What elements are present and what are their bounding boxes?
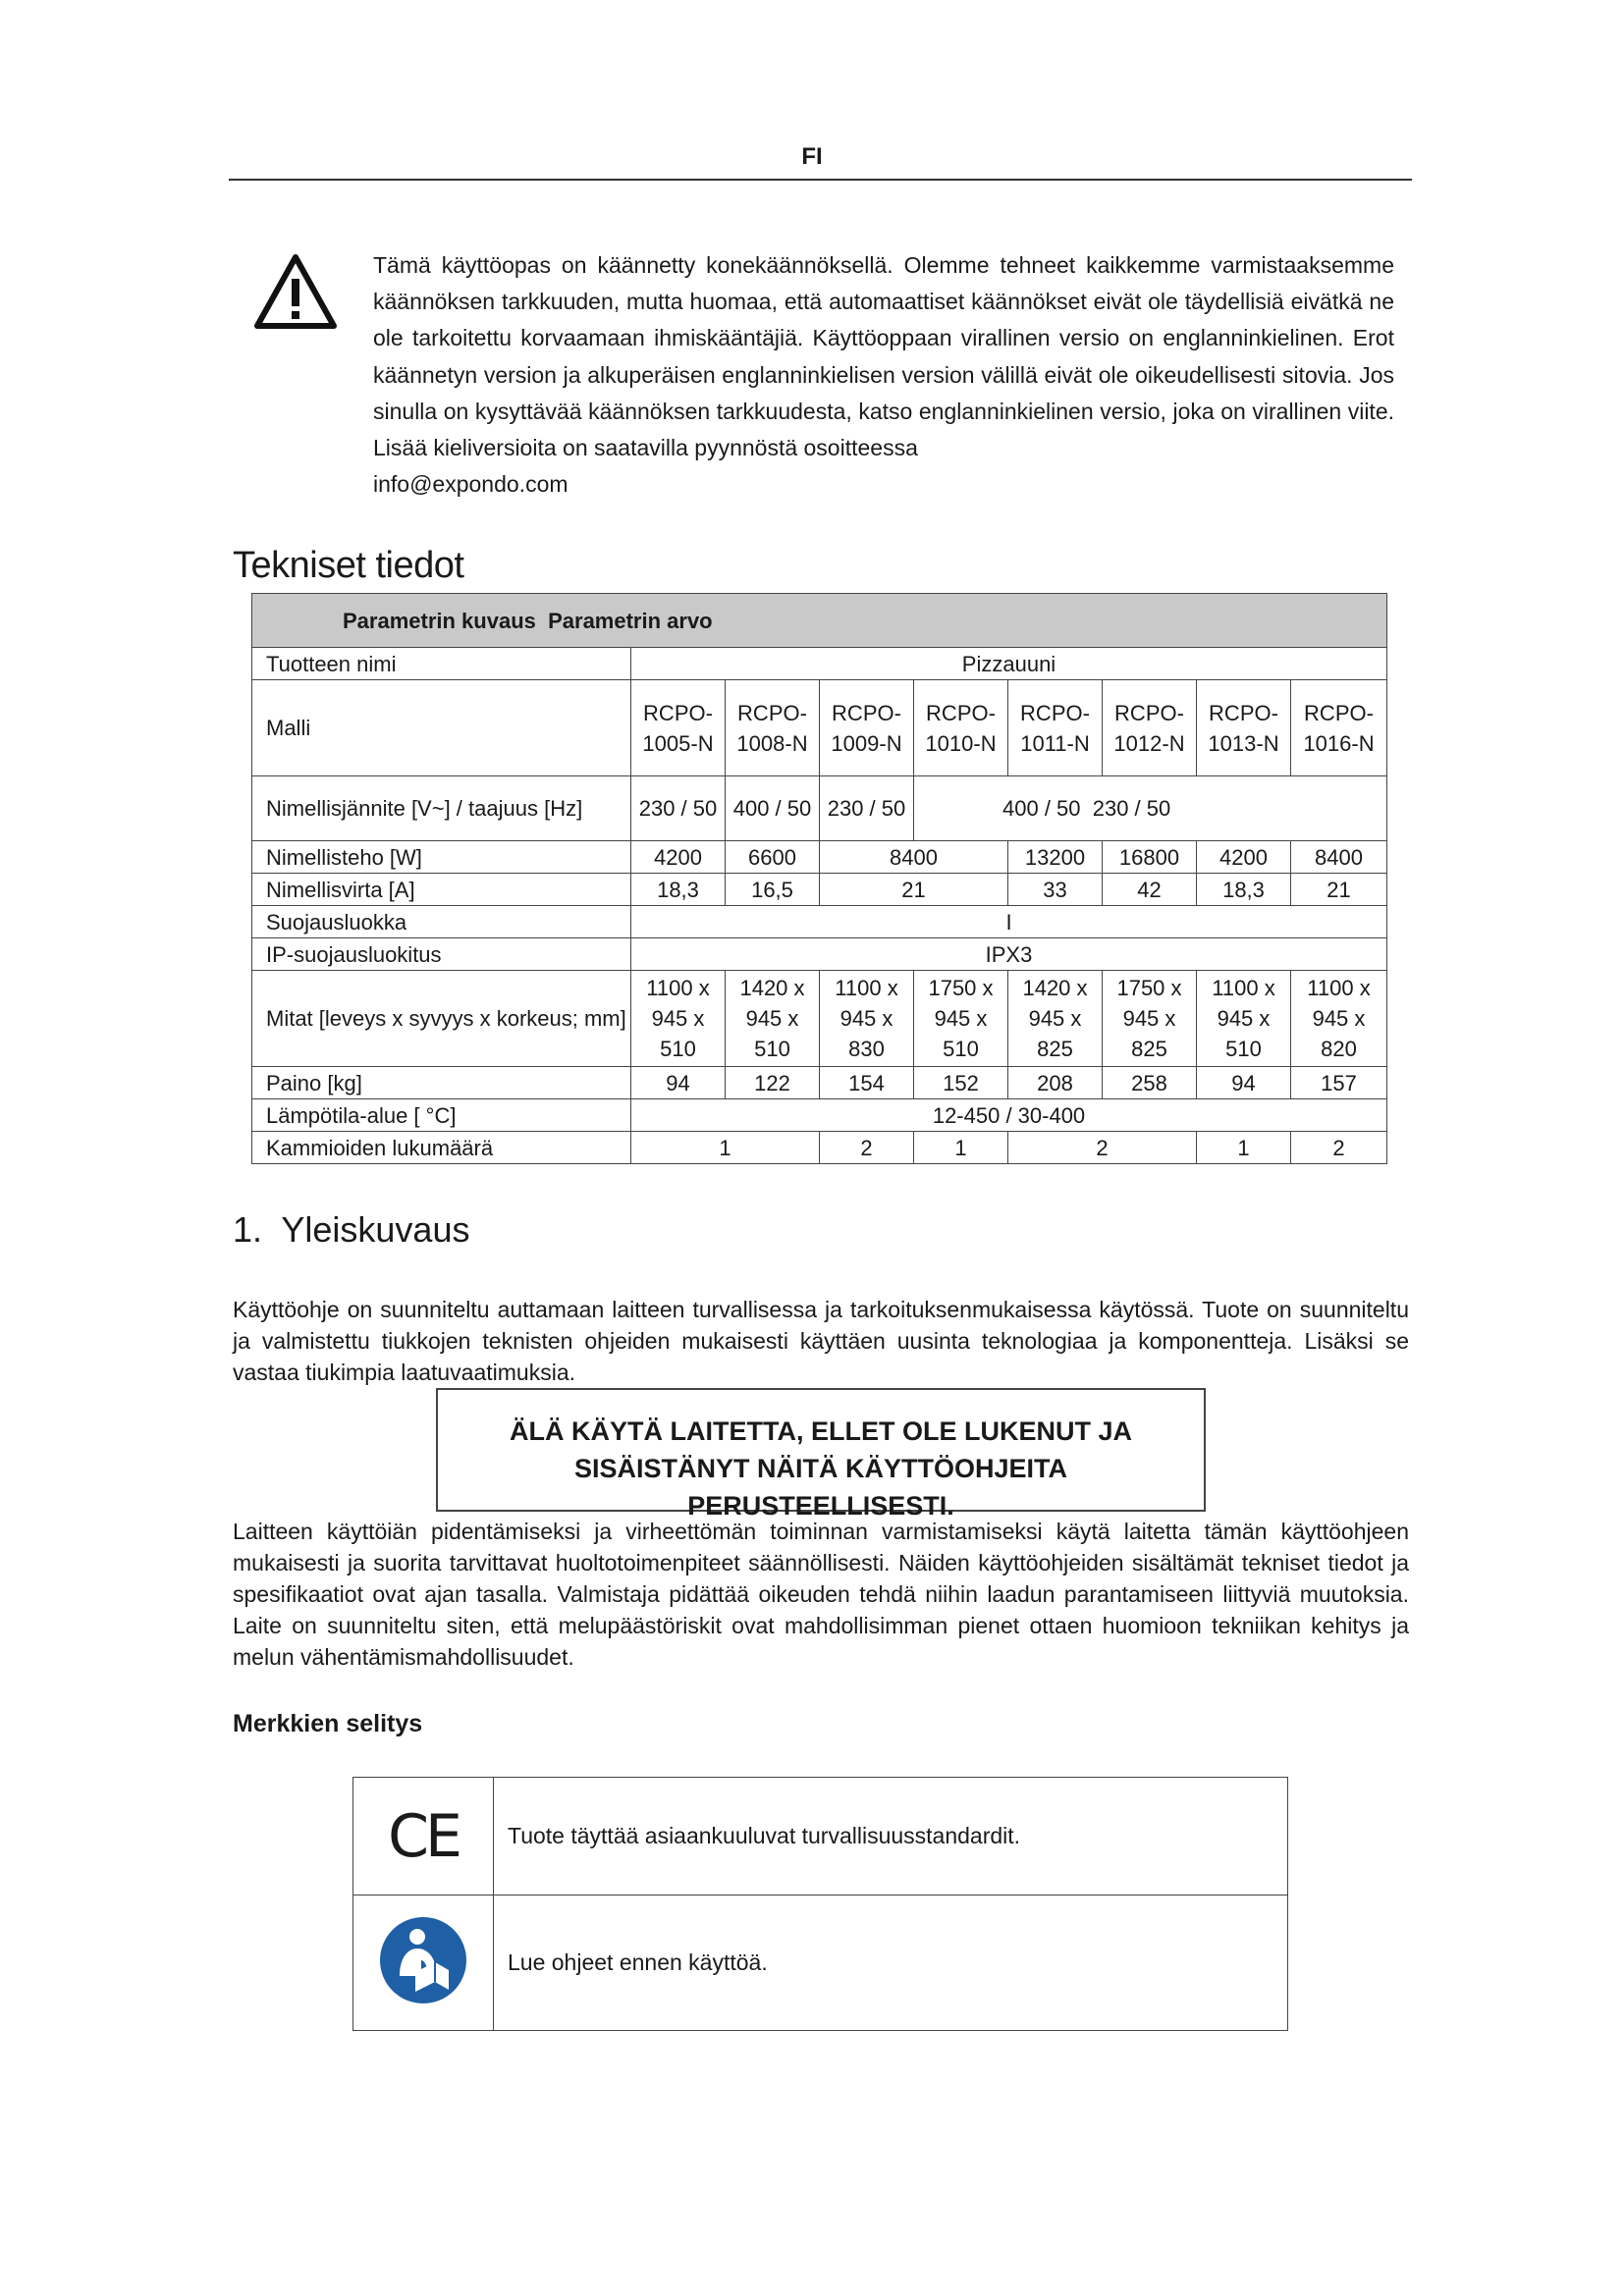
protection-value: I xyxy=(631,906,1387,938)
table-row xyxy=(252,938,1387,971)
table-header-row xyxy=(252,594,1387,648)
power-cell: 16800 xyxy=(1103,841,1197,874)
weight-cell: 122 xyxy=(726,1067,820,1099)
warning-triangle-icon xyxy=(251,251,340,332)
current-cell: 42 xyxy=(1103,874,1197,906)
table-header: Parametrin kuvaus Parametrin arvo xyxy=(252,594,1387,648)
chambers-cell: 1 xyxy=(914,1132,1008,1164)
table-row xyxy=(252,1132,1387,1164)
weight-cell: 154 xyxy=(820,1067,914,1099)
model-cell: RCPO-1013-N xyxy=(1197,680,1291,776)
notice-text: Tämä käyttöopas on käännetty konekäännöksellä. Olemme tehneet kaikkemme varmistaaksemme käännöksen tarkkuuden, mutta huomaa, että automaattiset käännökset eivät ole täydellisiä eivätkä ne ole tarkoitettu korvaamaan ihmiskääntäjiä. Käyttöoppaan virallinen versio on englanninkielinen. Erot käännetyn version ja alkuperäisen englanninkielisen version välillä eivät ole oikeudellisesti sitovia. Jos sinulla on kysyttävää käännöksen tarkkuudesta, katso englanninkielinen versio, joka on virallinen viite. Lisää kieliversioita on saatavilla pyynnöstä osoitteessa xyxy=(373,252,1394,461)
warning-line-1: ÄLÄ KÄYTÄ LAITETTA, ELLET OLE LUKENUT JA xyxy=(510,1416,1132,1446)
symbol-row xyxy=(353,1778,1288,1896)
dims-cell: 1100 x 945 x 510 xyxy=(631,971,726,1067)
general-paragraph-1 xyxy=(233,1294,1409,1388)
paragraph-text: Laitteen käyttöiän pidentämiseksi ja virheettömän toiminnan varmistamiseksi käytä laitetta tämän käyttöohjeen mukaisesti ja suorita tarvittavat huoltotoimenpiteet säännöllisesti. Näiden käyttöohjeiden sisältämät tekniset tiedot ja spesifikaatiot ovat ajan tasalla. Valmistaja pidättää oikeuden tehdä niihin laadun parantamiseen liittyviä muutoksia. Laite on suunniteltu siten, että melupäästöriskit ovat mahdollisimman pienet ottaen huomioon tekniikan kehitys ja melun vähentämismahdollisuudet. xyxy=(233,1519,1409,1670)
power-cell: 4200 xyxy=(1197,841,1291,874)
dims-cell: 1750 x 945 x 510 xyxy=(914,971,1008,1067)
section-title-general: 1. Yleiskuvaus xyxy=(233,1209,470,1250)
chambers-cell: 1 xyxy=(631,1132,820,1164)
voltage-cell: 230 / 50 xyxy=(820,776,914,841)
table-row xyxy=(252,1099,1387,1132)
dims-cell: 1100 x 945 x 820 xyxy=(1291,971,1387,1067)
temp-value: 12-450 / 30-400 xyxy=(631,1099,1387,1132)
ip-value: IPX3 xyxy=(631,938,1387,971)
model-cell: RCPO-1005-N xyxy=(631,680,726,776)
symbol-description: Tuote täyttää asiaankuuluvat turvallisuusstandardit. xyxy=(494,1778,1288,1896)
chambers-cell: 2 xyxy=(820,1132,914,1164)
current-cell: 21 xyxy=(820,874,1008,906)
ce-mark-icon: CE xyxy=(388,1801,459,1871)
power-cell: 6600 xyxy=(726,841,820,874)
table-row xyxy=(252,906,1387,938)
model-cell: RCPO-1009-N xyxy=(820,680,914,776)
current-cell: 18,3 xyxy=(1197,874,1291,906)
table-row xyxy=(252,874,1387,906)
row-label: Mitat [leveys x syvyys x korkeus; mm] xyxy=(252,971,631,1067)
dims-cell: 1100 x 945 x 510 xyxy=(1197,971,1291,1067)
model-cell: RCPO-1012-N xyxy=(1103,680,1197,776)
table-row xyxy=(252,971,1387,1067)
current-cell: 18,3 xyxy=(631,874,726,906)
weight-cell: 94 xyxy=(631,1067,726,1099)
row-label: Nimellisvirta [A] xyxy=(252,874,631,906)
weight-cell: 157 xyxy=(1291,1067,1387,1099)
model-cell: RCPO-1011-N xyxy=(1008,680,1103,776)
chambers-cell: 2 xyxy=(1008,1132,1197,1164)
dims-cell: 1750 x 945 x 825 xyxy=(1103,971,1197,1067)
chambers-cell: 1 xyxy=(1197,1132,1291,1164)
paragraph-text: Käyttöohje on suunniteltu auttamaan laitteen turvallisessa ja tarkoituksenmukaisessa käytössä. Tuote on suunniteltu ja valmistettu tiukkojen teknisten ohjeiden mukaisesti käyttäen uusinta teknologiaa ja komponentteja. Lisäksi se vastaa tiukimpia laatuvaatimuksia. xyxy=(233,1297,1409,1385)
dims-cell: 1420 x 945 x 510 xyxy=(726,971,820,1067)
table-row xyxy=(252,648,1387,680)
tech-spec-table xyxy=(251,593,1387,1164)
voltage-cell: 230 / 50 xyxy=(631,776,726,841)
voltage-cell: 400 / 50 230 / 50 xyxy=(914,776,1387,841)
model-cell: RCPO-1016-N xyxy=(1291,680,1387,776)
chambers-cell: 2 xyxy=(1291,1132,1387,1164)
symbol-description: Lue ohjeet ennen käyttöä. xyxy=(494,1896,1288,2031)
table-row xyxy=(252,841,1387,874)
weight-cell: 94 xyxy=(1197,1067,1291,1099)
symbol-row xyxy=(353,1896,1288,2031)
weight-cell: 258 xyxy=(1103,1067,1197,1099)
symbols-title: Merkkien selitys xyxy=(233,1710,423,1737)
power-cell: 4200 xyxy=(631,841,726,874)
current-cell: 33 xyxy=(1008,874,1103,906)
translation-notice xyxy=(373,247,1394,503)
row-label: Nimellisteho [W] xyxy=(252,841,631,874)
symbols-table xyxy=(352,1777,1288,2031)
table-row xyxy=(252,680,1387,776)
warning-line-2: SISÄISTÄNYT NÄITÄ KÄYTTÖOHJEITA PERUSTEELLISESTI. xyxy=(573,1454,1068,1521)
notice-email: info@expondo.com xyxy=(373,471,568,498)
row-label: Lämpötila-alue [ °C] xyxy=(252,1099,631,1132)
tech-section-title: Tekniset tiedot xyxy=(233,545,464,586)
row-label: Suojausluokka xyxy=(252,906,631,938)
current-cell: 21 xyxy=(1291,874,1387,906)
warning-box xyxy=(436,1388,1206,1521)
model-cell: RCPO-1008-N xyxy=(726,680,820,776)
dims-cell: 1100 x 945 x 830 xyxy=(820,971,914,1067)
product-name: Pizzauuni xyxy=(631,648,1387,680)
dims-cell: 1420 x 945 x 825 xyxy=(1008,971,1103,1067)
power-cell: 8400 xyxy=(820,841,1008,874)
weight-cell: 152 xyxy=(914,1067,1008,1099)
row-label: Paino [kg] xyxy=(252,1067,631,1099)
model-cell: RCPO-1010-N xyxy=(914,680,1008,776)
row-label: Kammioiden lukumäärä xyxy=(252,1132,631,1164)
header-divider xyxy=(229,179,1412,181)
weight-cell: 208 xyxy=(1008,1067,1103,1099)
symbol-icon-cell xyxy=(353,1778,494,1896)
read-manual-icon xyxy=(378,1915,468,2005)
current-cell: 16,5 xyxy=(726,874,820,906)
table-row xyxy=(252,776,1387,841)
row-label: IP-suojausluokitus xyxy=(252,938,631,971)
language-code: FI xyxy=(801,143,823,170)
general-paragraph-2 xyxy=(233,1516,1409,1673)
row-label: Nimellisjännite [V~] / taajuus [Hz] xyxy=(252,776,631,841)
power-cell: 13200 xyxy=(1008,841,1103,874)
power-cell: 8400 xyxy=(1291,841,1387,874)
table-row xyxy=(252,1067,1387,1099)
row-label: Malli xyxy=(252,680,631,776)
symbol-icon-cell xyxy=(353,1896,494,2031)
row-label: Tuotteen nimi xyxy=(252,648,631,680)
voltage-cell: 400 / 50 xyxy=(726,776,820,841)
